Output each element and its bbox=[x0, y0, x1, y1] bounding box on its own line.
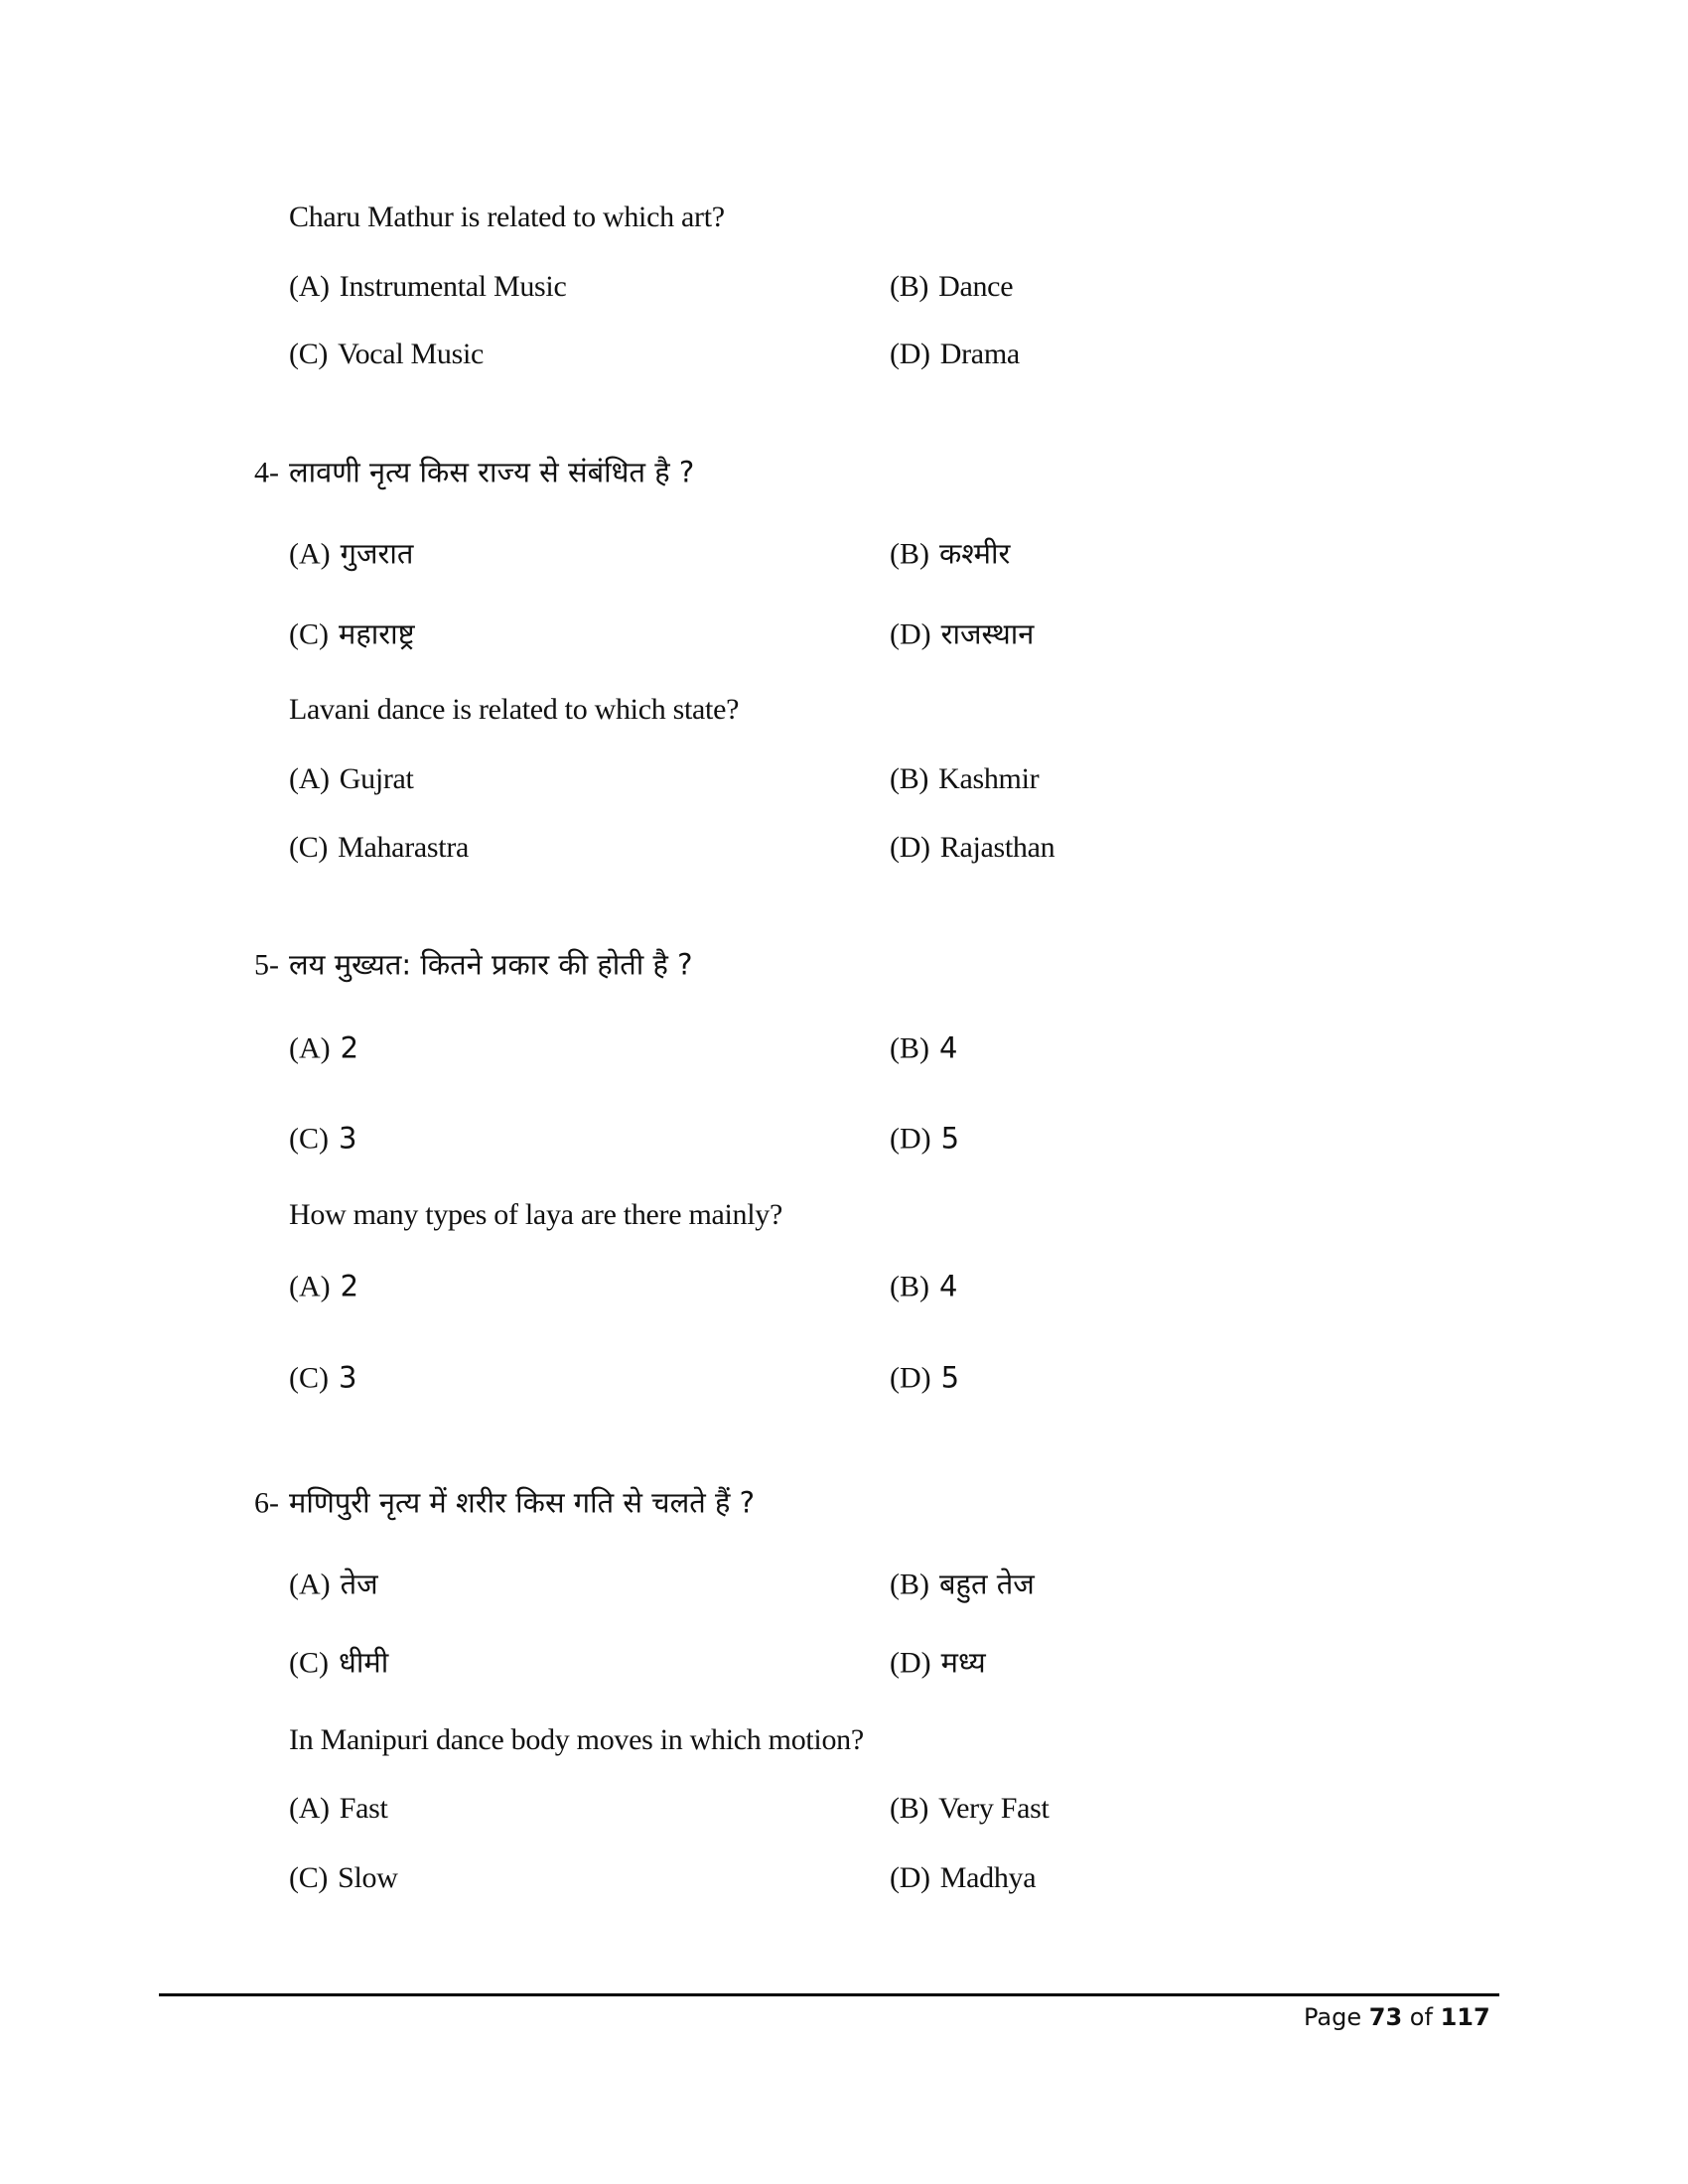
option-text: 5 bbox=[940, 1121, 960, 1156]
option-text: 4 bbox=[939, 1269, 958, 1303]
option-label: (A) bbox=[289, 270, 330, 303]
option-label: (A) bbox=[289, 762, 330, 795]
question-number: 6- bbox=[254, 1486, 279, 1520]
option-label: (C) bbox=[289, 1122, 329, 1156]
option-label: (B) bbox=[890, 1792, 929, 1825]
page-number bbox=[1304, 2003, 1490, 2031]
question-4-hindi-option-b bbox=[890, 534, 1010, 575]
option-label: (D) bbox=[890, 831, 930, 864]
option-label: (C) bbox=[289, 1646, 329, 1680]
option-text: तेज bbox=[340, 1567, 378, 1601]
option-text: 3 bbox=[339, 1121, 357, 1156]
option-text: Kashmir bbox=[938, 762, 1040, 795]
question-4-hindi-option-d bbox=[890, 614, 1034, 655]
option-text: Vocal Music bbox=[338, 338, 485, 370]
question-text-hindi: लय मुख्यत: कितने प्रकार की होती है ? bbox=[289, 947, 693, 982]
option-text: Gujrat bbox=[339, 762, 414, 795]
option-text: धीमी bbox=[339, 1645, 389, 1680]
option-text: 5 bbox=[940, 1360, 960, 1395]
question-4-option-c bbox=[289, 828, 469, 868]
option-label: (B) bbox=[890, 1568, 929, 1601]
option-label: (D) bbox=[890, 617, 931, 651]
option-text: Drama bbox=[939, 338, 1020, 370]
current-page: 73 bbox=[1368, 2003, 1403, 2031]
question-4-hindi bbox=[254, 453, 694, 493]
option-text: 3 bbox=[339, 1360, 357, 1395]
question-6-hindi-option-c bbox=[289, 1643, 388, 1684]
option-text: गुजरात bbox=[340, 536, 414, 571]
question-6-hindi bbox=[254, 1483, 755, 1524]
option-text: राजस्थान bbox=[940, 616, 1035, 651]
option-label: (B) bbox=[890, 270, 929, 303]
question-4-hindi-option-c bbox=[289, 614, 415, 655]
question-4-option-d bbox=[890, 828, 1055, 868]
option-label: (D) bbox=[890, 338, 930, 370]
option-text: 2 bbox=[340, 1269, 359, 1303]
option-text: Dance bbox=[938, 270, 1014, 303]
option-text: बहुत तेज bbox=[939, 1567, 1035, 1601]
question-6-english-text: In Manipuri dance body moves in which motion? bbox=[289, 1723, 864, 1756]
option-label: (D) bbox=[890, 1122, 931, 1156]
question-3-option-c bbox=[289, 335, 484, 374]
option-label: (C) bbox=[289, 617, 329, 651]
question-4-english-text: Lavani dance is related to which state? bbox=[289, 693, 740, 726]
page-prefix: Page bbox=[1304, 2003, 1362, 2031]
question-3-option-b bbox=[890, 267, 1013, 307]
option-label: (B) bbox=[890, 1031, 929, 1065]
option-text: Rajasthan bbox=[939, 831, 1055, 864]
question-5-option-b bbox=[890, 1267, 957, 1307]
footer-divider bbox=[159, 1993, 1499, 1996]
question-4-hindi-option-a bbox=[289, 534, 413, 575]
option-label: (A) bbox=[289, 1568, 331, 1601]
question-3-option-a bbox=[289, 267, 566, 307]
question-3-english-text: Charu Mathur is related to which art? bbox=[289, 201, 725, 233]
of-label: of bbox=[1409, 2003, 1433, 2031]
question-4-option-b bbox=[890, 759, 1039, 799]
option-text: Instrumental Music bbox=[339, 270, 567, 303]
question-5-hindi-option-a bbox=[289, 1028, 358, 1069]
option-text: 2 bbox=[340, 1030, 359, 1065]
question-6-option-a bbox=[289, 1789, 388, 1829]
option-label: (C) bbox=[289, 1361, 329, 1395]
question-5-hindi-option-c bbox=[289, 1119, 356, 1160]
option-label: (A) bbox=[289, 1792, 330, 1825]
option-label: (A) bbox=[289, 1031, 331, 1065]
question-5-hindi-option-b bbox=[890, 1028, 957, 1069]
question-5-option-d bbox=[890, 1358, 959, 1399]
option-label: (B) bbox=[890, 537, 929, 571]
option-label: (C) bbox=[289, 1861, 329, 1894]
option-text: मध्य bbox=[940, 1645, 986, 1680]
option-label: (D) bbox=[890, 1646, 931, 1680]
question-5-hindi bbox=[254, 945, 693, 986]
option-text: Fast bbox=[339, 1792, 388, 1825]
option-text: Very Fast bbox=[938, 1792, 1050, 1825]
option-label: (B) bbox=[890, 1270, 929, 1303]
question-text-hindi: लावणी नृत्य किस राज्य से संबंधित है ? bbox=[289, 455, 695, 489]
question-5-option-c bbox=[289, 1358, 356, 1399]
question-6-hindi-option-b bbox=[890, 1565, 1035, 1605]
question-4-option-a bbox=[289, 759, 414, 799]
option-text: Maharastra bbox=[338, 831, 470, 864]
total-pages: 117 bbox=[1440, 2003, 1490, 2031]
option-label: (C) bbox=[289, 831, 329, 864]
question-number: 5- bbox=[254, 948, 279, 982]
question-6-option-d bbox=[890, 1858, 1036, 1898]
option-text: Madhya bbox=[939, 1861, 1037, 1894]
option-text: 4 bbox=[939, 1030, 958, 1065]
option-label: (D) bbox=[890, 1861, 930, 1894]
option-label: (C) bbox=[289, 338, 329, 370]
question-text-hindi: मणिपुरी नृत्य में शरीर किस गति से चलते हैं ? bbox=[289, 1485, 756, 1520]
question-6-hindi-option-d bbox=[890, 1643, 986, 1684]
question-5-english-text: How many types of laya are there mainly? bbox=[289, 1198, 782, 1231]
option-text: महाराष्ट्र bbox=[339, 616, 415, 651]
question-5-hindi-option-d bbox=[890, 1119, 959, 1160]
question-3-option-d bbox=[890, 335, 1020, 374]
option-label: (A) bbox=[289, 1270, 331, 1303]
option-label: (D) bbox=[890, 1361, 931, 1395]
option-label: (A) bbox=[289, 537, 331, 571]
option-text: Slow bbox=[338, 1861, 398, 1894]
option-label: (B) bbox=[890, 762, 929, 795]
question-6-option-c bbox=[289, 1858, 398, 1898]
question-6-hindi-option-a bbox=[289, 1565, 378, 1605]
question-5-option-a bbox=[289, 1267, 358, 1307]
question-number: 4- bbox=[254, 456, 279, 489]
option-text: कश्मीर bbox=[939, 536, 1011, 571]
question-6-option-b bbox=[890, 1789, 1050, 1829]
